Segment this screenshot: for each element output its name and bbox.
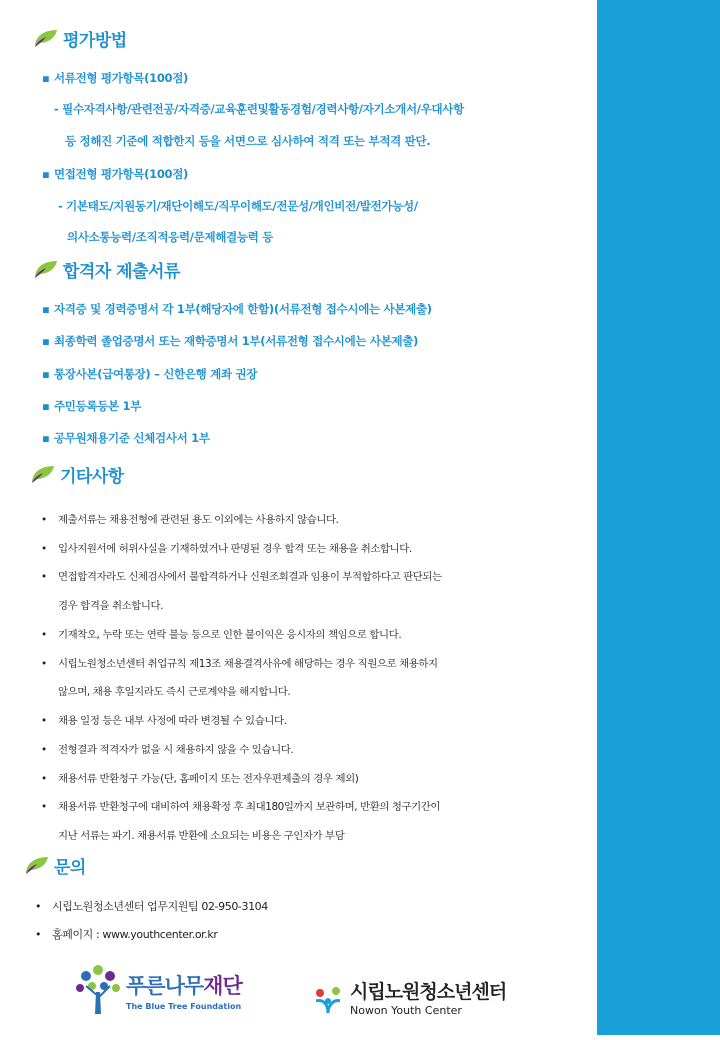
list-item: • 입사지원서에 허위사실을 기재하였거나 판명된 경우 합격 또는 채용을 취소합니다. bbox=[41, 543, 412, 555]
list-item: • 채용서류 반환청구 가능(단, 홈페이지 또는 전자우편제출의 경우 제외) bbox=[41, 773, 359, 785]
section-heading-docs bbox=[33, 257, 180, 281]
list-item: ▪ 주민등록등본 1부 bbox=[42, 399, 142, 413]
section-title: 문의 bbox=[54, 857, 86, 878]
list-item: ▪ 최종학력 졸업증명서 또는 재학증명서 1부(서류전형 접수시에는 사본제출) bbox=[42, 334, 419, 348]
leaf-icon bbox=[24, 854, 50, 876]
list-item: - 필수자격사항/관련전공/자격증/교육훈련및활동경험/경력사항/자기소개서/우대사항 bbox=[54, 102, 464, 116]
section-title: 평가방법 bbox=[63, 30, 127, 51]
contact-phone: • 시립노원청소년센터 업무지원팀 02-950-3104 bbox=[35, 900, 268, 913]
list-item: ▪ 통장사본(급여통장) – 신한은행 계좌 권장 bbox=[42, 367, 258, 381]
leaf-icon bbox=[30, 463, 56, 485]
list-item: 경우 합격을 취소합니다. bbox=[58, 600, 164, 612]
list-item: • 전형결과 적격자가 없을 시 채용하지 않을 수 있습니다. bbox=[41, 744, 294, 756]
contact-homepage[interactable]: • 홈페이지 : www.youthcenter.or.kr bbox=[35, 928, 218, 941]
list-item: 의사소통능력/조직적응력/문제해결능력 등 bbox=[67, 230, 274, 244]
bluetree-name: 푸른나무재단 bbox=[126, 973, 242, 998]
section-heading-etc bbox=[30, 462, 124, 486]
bluetree-foundation-logo bbox=[72, 962, 272, 1018]
list-item: • 채용 일정 등은 내부 사정에 따라 변경될 수 있습니다. bbox=[41, 715, 287, 727]
list-item: 지난 서류는 파기. 채용서류 반환에 소요되는 비용은 구인자가 부담 bbox=[58, 830, 345, 842]
list-item: ▪ 면접전형 평가항목(100점) bbox=[42, 167, 189, 181]
section-title: 합격자 제출서류 bbox=[63, 261, 180, 282]
side-color-bar bbox=[597, 0, 720, 1035]
list-item: • 면접합격자라도 신체검사에서 불합격하거나 신원조회결과 임용이 부적합하다고 판단되는 bbox=[41, 571, 442, 583]
list-item: • 기재착오, 누락 또는 연락 불능 등으로 인한 불이익은 응시자의 책임으로 합니다. bbox=[41, 629, 402, 641]
tree-icon bbox=[72, 962, 124, 1018]
leaf-icon bbox=[33, 27, 59, 49]
list-item: • 채용서류 반환청구에 대비하여 채용확정 후 최대180일까지 보관하며, 반환의 청구기간이 bbox=[41, 801, 441, 813]
list-item: 등 정해진 기준에 적합한지 등을 서면으로 심사하여 적격 또는 부적격 판단. bbox=[65, 134, 431, 148]
list-item: • 제출서류는 채용전형에 관련된 용도 이외에는 사용하지 않습니다. bbox=[41, 514, 339, 526]
center-emblem-icon bbox=[310, 979, 346, 1015]
nowon-youth-center-logo bbox=[310, 972, 530, 1022]
list-item: ▪ 공무원채용기준 신체검사서 1부 bbox=[42, 431, 210, 445]
section-heading-contact bbox=[24, 853, 86, 877]
list-item: • 시립노원청소년센터 취업규칙 제13조 채용결격사유에 해당하는 경우 직원으로 채용하지 bbox=[41, 658, 438, 670]
list-item: - 기본태도/지원동기/재단이해도/직무이해도/전문성/개인비전/발전가능성/ bbox=[58, 199, 418, 213]
list-item: ▪ 자격증 및 경력증명서 각 1부(해당자에 한함)(서류전형 접수시에는 사본제출) bbox=[42, 302, 432, 316]
bluetree-subtitle: The Blue Tree Foundation bbox=[126, 1001, 242, 1011]
leaf-icon bbox=[33, 258, 59, 280]
nowon-name: 시립노원청소년센터 bbox=[350, 981, 507, 1003]
nowon-subtitle: Nowon Youth Center bbox=[350, 1004, 462, 1017]
section-title: 기타사항 bbox=[60, 466, 124, 487]
list-item: 않으며, 채용 후일지라도 즉시 근로계약을 해지합니다. bbox=[58, 686, 291, 698]
list-item: ▪ 서류전형 평가항목(100점) bbox=[42, 71, 189, 85]
section-heading-eval bbox=[33, 26, 127, 50]
